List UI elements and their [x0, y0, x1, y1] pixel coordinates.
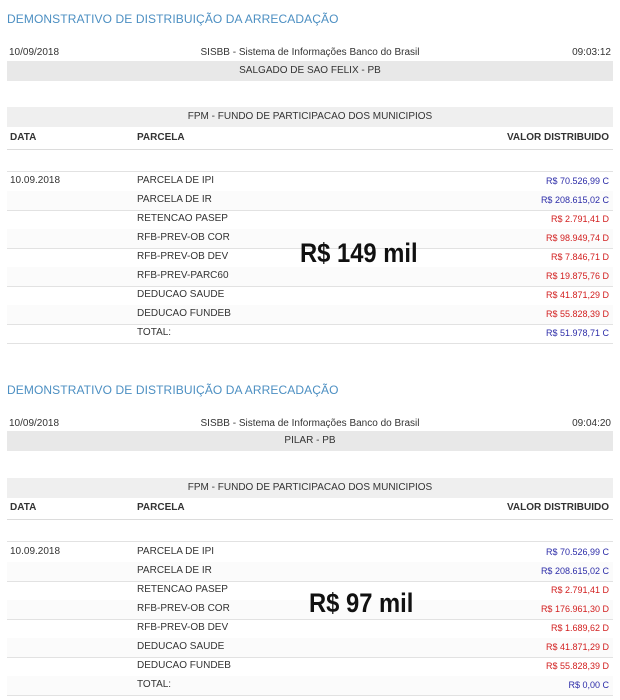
report-time: 09:03:12	[572, 47, 611, 58]
col-data: DATA	[10, 132, 37, 143]
row-valor: R$ 2.791,41 D	[550, 585, 609, 595]
col-parcela: PARCELA	[137, 132, 185, 143]
table-row	[7, 676, 613, 696]
separator	[0, 345, 620, 373]
report-title: DEMONSTRATIVO DE DISTRIBUIÇÃO DA ARRECADAÇÃO	[7, 12, 339, 26]
row-parcela: DEDUCAO SAUDE	[137, 289, 225, 300]
row-valor: R$ 7.846,71 D	[550, 252, 609, 262]
table-row	[7, 286, 613, 306]
table-row	[7, 172, 613, 192]
row-valor: R$ 0,00 C	[568, 680, 609, 690]
report-1	[0, 0, 620, 345]
col-valor: VALOR DISTRIBUIDO	[506, 132, 609, 143]
row-valor: R$ 98.949,74 D	[545, 233, 609, 243]
report-time: 09:04:20	[572, 418, 611, 429]
report-meta	[7, 418, 613, 432]
row-valor: R$ 41.871,29 D	[545, 642, 609, 652]
row-parcela: PARCELA DE IPI	[137, 175, 215, 186]
fund-band: FPM - FUNDO DE PARTICIPACAO DOS MUNICIPIOS	[7, 478, 613, 498]
row-valor: R$ 19.875,76 D	[545, 271, 609, 281]
row-parcela: RFB-PREV-OB DEV	[137, 251, 229, 262]
table-row	[7, 619, 613, 639]
system-name: SISBB - Sistema de Informações Banco do Brasil	[200, 418, 420, 429]
row-valor: R$ 41.871,29 D	[545, 290, 609, 300]
row-parcela: TOTAL:	[137, 327, 172, 338]
report-meta	[7, 47, 613, 61]
col-parcela: PARCELA	[137, 502, 185, 513]
row-valor: R$ 1.689,62 D	[550, 623, 609, 633]
table-row	[7, 305, 613, 325]
row-parcela: RETENCAO PASEP	[137, 213, 228, 224]
row-valor: R$ 208.615,02 C	[540, 566, 609, 576]
row-valor: R$ 51.978,71 C	[545, 328, 609, 338]
table-row	[7, 191, 613, 211]
row-valor: R$ 70.526,99 C	[545, 176, 609, 186]
report-2	[0, 373, 620, 700]
table-header	[7, 499, 613, 520]
table-row	[7, 657, 613, 677]
system-name: SISBB - Sistema de Informações Banco do Brasil	[200, 47, 420, 58]
col-valor: VALOR DISTRIBUIDO	[506, 502, 609, 513]
row-parcela: RFB-PREV-PARC60	[137, 270, 229, 281]
row-valor: R$ 55.828,39 D	[545, 309, 609, 319]
table-row	[7, 324, 613, 344]
row-parcela: RFB-PREV-OB COR	[137, 603, 230, 614]
blank-row	[7, 521, 613, 542]
table-row	[7, 638, 613, 658]
col-data: DATA	[10, 502, 37, 513]
municipality-band: SALGADO DE SAO FELIX - PB	[7, 61, 613, 81]
report-date: 10/09/2018	[9, 418, 60, 429]
overlay-amount: R$ 97 mil	[309, 588, 414, 618]
row-parcela: DEDUCAO FUNDEB	[137, 308, 231, 319]
table-row	[7, 562, 613, 582]
row-parcela: PARCELA DE IR	[137, 194, 212, 205]
row-valor: R$ 70.526,99 C	[545, 547, 609, 557]
row-parcela: PARCELA DE IR	[137, 565, 212, 576]
row-valor: R$ 55.828,39 D	[545, 661, 609, 671]
table-row	[7, 210, 613, 230]
row-parcela: DEDUCAO FUNDEB	[137, 660, 231, 671]
blank-row	[7, 151, 613, 172]
overlay-amount: R$ 149 mil	[300, 238, 418, 268]
row-parcela: DEDUCAO SAUDE	[137, 641, 225, 652]
row-date: 10.09.2018	[10, 546, 61, 557]
row-parcela: RFB-PREV-OB DEV	[137, 622, 229, 633]
row-valor: R$ 2.791,41 D	[550, 214, 609, 224]
municipality-band: PILAR - PB	[7, 431, 613, 451]
row-parcela: RFB-PREV-OB COR	[137, 232, 230, 243]
table-row	[7, 543, 613, 563]
row-parcela: PARCELA DE IPI	[137, 546, 215, 557]
report-title: DEMONSTRATIVO DE DISTRIBUIÇÃO DA ARRECADAÇÃO	[7, 383, 339, 397]
row-parcela: TOTAL:	[137, 679, 172, 690]
row-valor: R$ 208.615,02 C	[540, 195, 609, 205]
table-header	[7, 129, 613, 150]
row-valor: R$ 176.961,30 D	[540, 604, 609, 614]
row-date: 10.09.2018	[10, 175, 61, 186]
table-row	[7, 267, 613, 287]
report-date: 10/09/2018	[9, 47, 60, 58]
row-parcela: RETENCAO PASEP	[137, 584, 228, 595]
fund-band: FPM - FUNDO DE PARTICIPACAO DOS MUNICIPIOS	[7, 107, 613, 127]
